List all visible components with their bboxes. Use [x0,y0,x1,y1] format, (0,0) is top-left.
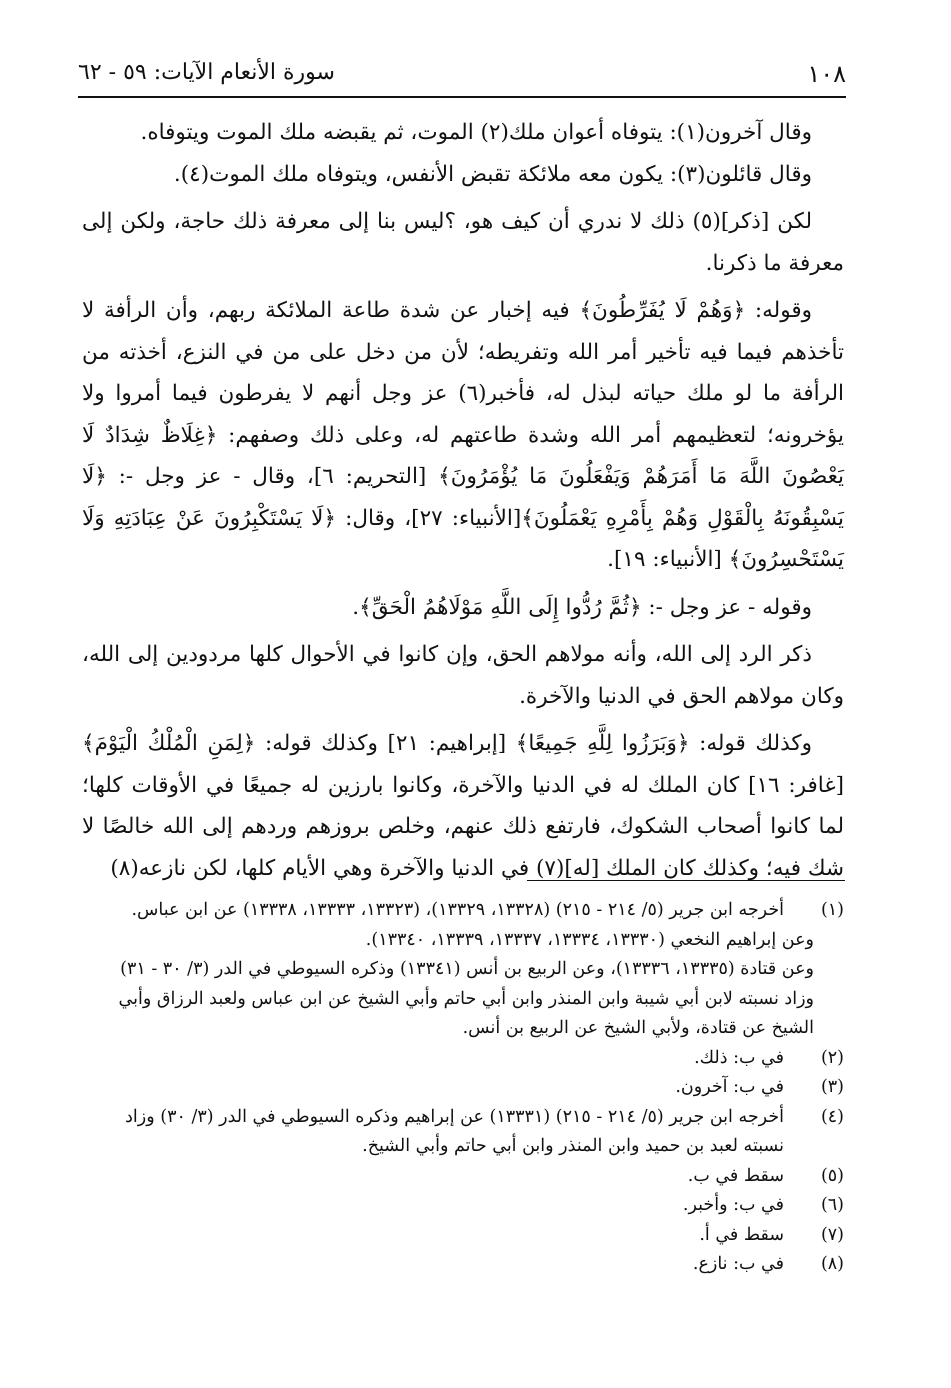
footnote [92,1073,844,1103]
footnote-number: (٧) [820,1224,844,1245]
footnote-text: سقط في أ. [699,1224,784,1245]
footnote [92,1191,844,1221]
footnote-text: أخرجه ابن جرير (٥/ ٢١٤ - ٢١٥) (١٣٣٢٨، ١٣٣٢٩)، (١٣٣٢٣، ١٣٣٣٣، ١٣٣٣٨) عن ابن عباس. [131,900,784,920]
footnote-number: (٦) [820,1195,844,1215]
footnote-text: في ب: آخرون. [675,1077,784,1097]
page-header [78,58,846,96]
footnote-number: (١) [820,900,844,920]
paragraph: ذكر الرد إلى الله، وأنه مولاهم الحق، وإن كانوا في الأحوال كلها مردودين إلى الله، وكان مولاهم الحق في الدنيا والآخرة. [82,642,844,709]
footnote-continuation [92,955,844,1044]
footnote-number: (٢) [820,1047,844,1068]
footnote-text: وعن إبراهيم النخعي (١٣٣٣٠، ١٣٣٣٤، ١٣٣٣٧، ١٣٣٣٩، ١٣٣٤٠). [365,929,814,950]
paragraph: وقوله: ﴿وَهُمْ لَا يُفَرِّطُونَ﴾ فيه إخبار عن شدة طاعة الملائكة ربهم، وأن الرأفة لا تأخذهم فيما فيه تأخير أمر الله وتفريطه؛ لأن من دخل على من في النزع، أخذته من الرأفة ما لو ملك حياته لبذل له، فأخبر(٦) عز وجل أنهم لا يفرطون فيما أمروا ولا يؤخرونه؛ لتعظيمهم أمر الله وشدة طاعتهم له، وعلى ذلك وصفهم: ﴿غِلَاظٌ شِدَادٌ لَا يَعْصُونَ اللَّهَ مَا أَمَرَهُمْ وَيَفْعَلُونَ مَا يُؤْمَرُونَ﴾ [التحريم: ٦]، وقال - عز وجل -: ﴿لَا يَسْبِقُونَهُ بِالْقَوْلِ وَهُمْ بِأَمْرِهِ يَعْمَلُونَ﴾[الأنبياء: ٢٧]، وقال: ﴿لَا يَسْتَكْبِرُونَ عَنْ عِبَادَتِهِ وَلَا يَسْتَحْسِرُونَ﴾ [الأنبياء: ١٩]. [82,298,844,572]
footnote [92,1103,844,1162]
page-number: ١٠٨ [807,60,846,88]
main-text [82,112,844,889]
footnote [92,1044,844,1074]
footnote-number: (٤) [820,1106,844,1127]
running-title: سورة الأنعام الآيات: ٥٩ - ٦٢ [78,60,335,85]
paragraph: وقال قائلون(٣): يكون معه ملائكة تقبض الأنفس، ويتوفاه ملك الموت(٤). [173,161,812,187]
footnote-text: في ب: نازع. [692,1254,784,1274]
footnotes [92,896,844,1280]
footnote-text: سقط في ب. [687,1165,784,1186]
paragraph: وقال آخرون(١): يتوفاه أعوان ملك(٢) الموت، ثم يقبضه ملك الموت ويتوفاه. [140,120,812,145]
footnote-divider [527,880,845,881]
footnote [92,896,844,926]
paragraph: وقوله - عز وجل -: ﴿ثُمَّ رُدُّوا إِلَى اللَّهِ مَوْلَاهُمُ الْحَقِّ﴾. [352,594,812,620]
footnote-text: وعن قتادة (١٣٣٣٥، ١٣٣٣٦)، وعن الربيع بن أنس (١٣٣٤١) وذكره السيوطي في الدر (٣/ ٣٠ - ٣١) وزاد نسبته لابن أبي شيبة وابن المنذر وابن أبي حاتم وأبي الشيخ عن ابن عباس ولعبد الرزاق وأبي الشيخ عن قتادة، ولأبي الشيخ عن الربيع بن أنس. [118,959,814,1038]
footnote-number: (٨) [820,1254,844,1274]
header-divider [78,96,846,98]
footnote-text: أخرجه ابن جرير (٥/ ٢١٤ - ٢١٥) (١٣٣٣١) عن إبراهيم وذكره السيوطي في الدر (٣/ ٣٠) وزاد نسبته لعبد بن حميد وابن المنذر وابن أبي حاتم وأبي الشيخ. [125,1106,784,1156]
footnote-continuation [92,926,844,956]
footnote-text: في ب: ذلك. [694,1047,784,1068]
footnote-number: (٥) [820,1165,844,1186]
footnote [92,1250,844,1280]
footnote [92,1162,844,1192]
footnote [92,1221,844,1251]
paragraph: لكن [ذكر](٥) ذلك لا ندري أن كيف هو، ؟ليس بنا إلى معرفة ذلك حاجة، ولكن إلى معرفة ما ذكرنا. [82,209,844,276]
paragraph: وكذلك قوله: ﴿وَبَرَزُوا لِلَّهِ جَمِيعًا﴾ [إبراهيم: ٢١] وكذلك قوله: ﴿لِمَنِ الْمُلْكُ الْيَوْمَ﴾ [غافر: ١٦] كان الملك له في الدنيا والآخرة، وكانوا بارزين له جميعًا في الأوقات كلها؛ لما كانوا أصحاب الشكوك، فارتفع ذلك عنهم، وخلص بروزهم وردهم إلى الله خالصًا لا شك فيه؛ وكذلك كان الملك [له](٧) في الدنيا والآخرة وهي الأيام كلها، لكن نازعه(٨) [82,731,844,881]
footnote-text: في ب: وأخبر. [682,1195,784,1215]
footnote-number: (٣) [820,1077,844,1097]
